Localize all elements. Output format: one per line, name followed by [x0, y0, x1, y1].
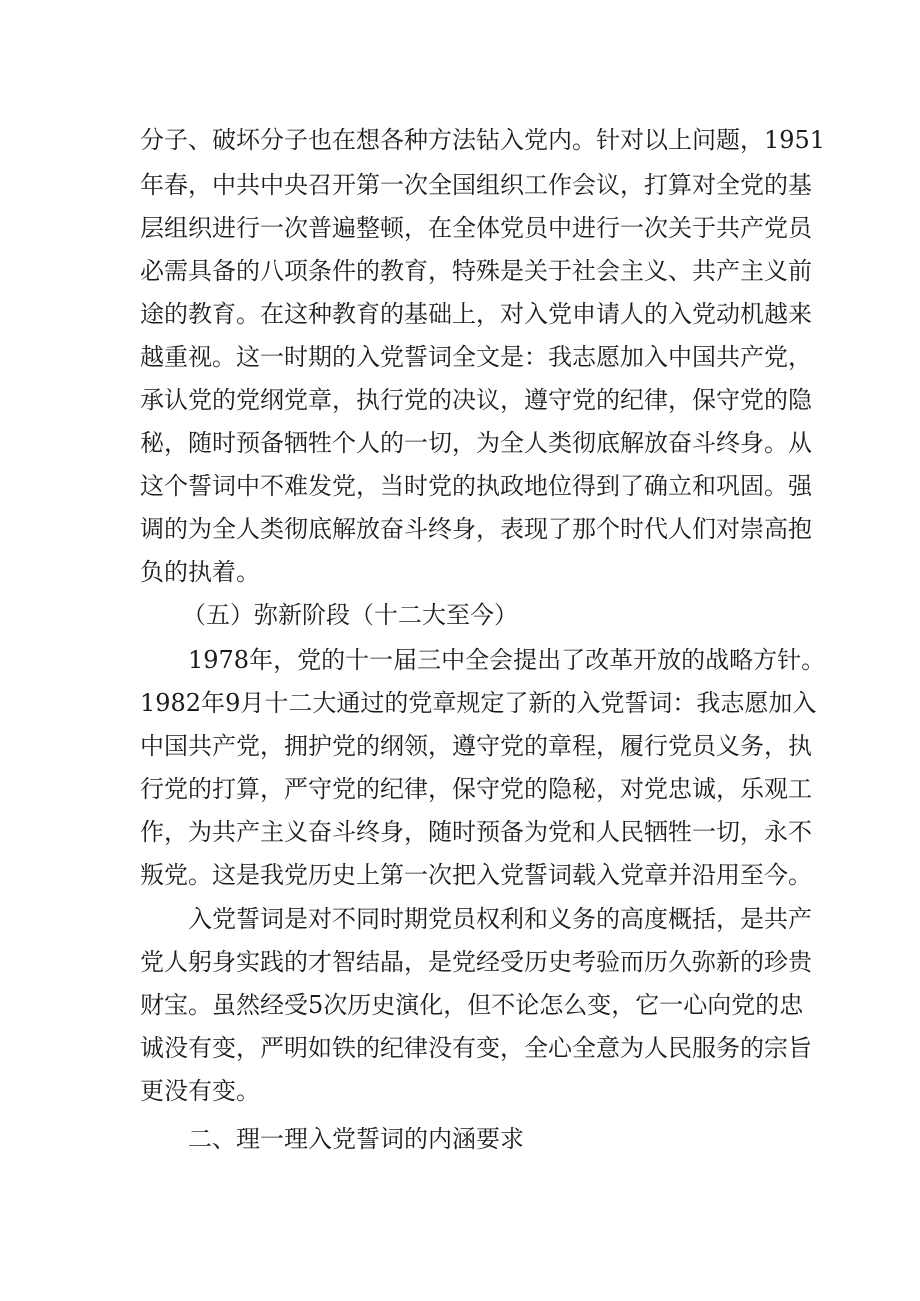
- paragraph-2-line-6: 叛党。这是我党历史上第一次把入党誓词载入党章并沿用至今。: [140, 861, 812, 889]
- paragraph-1-line-9: 这个誓词中不难发党，当时党的执政地位得到了确立和巩固。强: [140, 472, 812, 500]
- paragraph-2-line-4: 行党的打算，严守党的纪律，保守党的隐秘，对党忠诚，乐观工: [140, 775, 812, 803]
- paragraph-1-line-7: 承认党的党纲党章，执行党的决议，遵守党的纪律，保守党的隐: [140, 386, 812, 414]
- paragraph-3-line-1: 入党誓词是对不同时期党员权利和义务的高度概括，是共产: [188, 905, 812, 933]
- paragraph-1-line-8: 秘，随时预备牺牲个人的一切，为全人类彻底解放奋斗终身。从: [140, 429, 812, 457]
- paragraph-1-line-10: 调的为全人类彻底解放奋斗终身，表现了那个时代人们对崇高抱: [140, 515, 812, 543]
- paragraph-2-line-3: 中国共产党，拥护党的纲领，遵守党的章程，履行党员义务，执: [140, 732, 812, 760]
- paragraph-1-line-1: 分子、破坏分子也在想各种方法钻入党内。针对以上问题，1951: [140, 126, 826, 154]
- paragraph-1-line-6: 越重视。这一时期的入党誓词全文是：我志愿加入中国共产党，: [140, 343, 812, 371]
- paragraph-2-line-5: 作，为共产主义奋斗终身，随时预备为党和人民牺牲一切，永不: [140, 818, 812, 846]
- paragraph-3-line-4: 诚没有变，严明如铁的纪律没有变，全心全意为人民服务的宗旨: [140, 1034, 812, 1062]
- paragraph-1-line-2: 年春，中共中央召开第一次全国组织工作会议，打算对全党的基: [140, 171, 812, 199]
- paragraph-3-line-3: 财宝。虽然经受5次历史演化，但不论怎么变，它一心向党的忠: [140, 991, 804, 1019]
- section-heading-2: 二、理一理入党誓词的内涵要求: [188, 1125, 524, 1153]
- paragraph-2-line-1: 1978年，党的十一届三中全会提出了改革开放的战略方针。: [188, 646, 826, 674]
- paragraph-1-line-5: 途的教育。在这种教育的基础上，对入党申请人的入党动机越来: [140, 300, 812, 328]
- section-heading-5: （五）弥新阶段（十二大至今）: [182, 601, 518, 629]
- paragraph-2-line-2: 1982年9月十二大通过的党章规定了新的入党誓词：我志愿加入: [140, 689, 817, 717]
- paragraph-1-line-4: 必需具备的八项条件的教育，特殊是关于社会主义、共产主义前: [140, 257, 812, 285]
- paragraph-1-line-3: 层组织进行一次普遍整顿，在全体党员中进行一次关于共产党员: [140, 214, 812, 242]
- paragraph-1-line-11: 负的执着。: [140, 558, 260, 586]
- paragraph-3-line-2: 党人躬身实践的才智结晶，是党经受历史考验而历久弥新的珍贵: [140, 948, 812, 976]
- paragraph-3-line-5: 更没有变。: [140, 1077, 260, 1105]
